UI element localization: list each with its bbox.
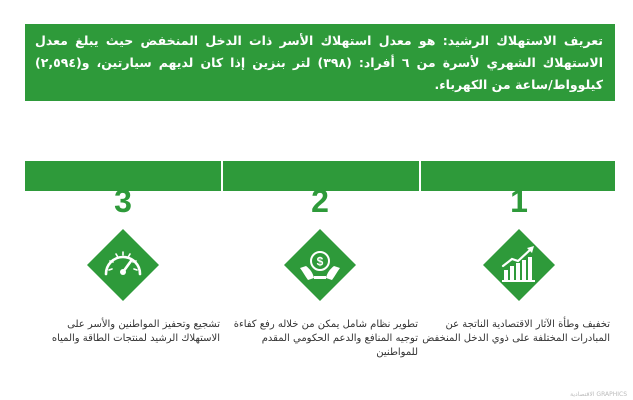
band-divider bbox=[221, 161, 223, 191]
step-3-badge bbox=[86, 228, 160, 302]
money-support-icon bbox=[283, 228, 357, 302]
speedometer-icon bbox=[86, 228, 160, 302]
bar-chart-growth-icon bbox=[482, 228, 556, 302]
step-number-2: 2 bbox=[311, 183, 329, 219]
svg-text:$: $ bbox=[316, 254, 324, 269]
step-1-text: تخفيف وطأة الآثار الاقتصادية الناتجة عن المبادرات المختلفة على ذوي الدخل المنخفض bbox=[422, 319, 610, 344]
step-1-badge bbox=[482, 228, 556, 302]
step-number-1: 1 bbox=[510, 183, 528, 219]
step-2-badge bbox=[283, 228, 357, 302]
band-divider bbox=[419, 161, 421, 191]
step-2-text: تطوير نظام شامل يمكن من خلاله رفع كفاءة توجيه المنافع والدعم الحكومي المقدم للمواطنين bbox=[233, 319, 418, 358]
definition-text: تعريف الاستهلاك الرشيد: هو معدل استهلاك الأسر ذات الدخل المنخفض حيث يبلغ معدل الاستهلاك الشهري لأسرة من ٦ أفراد: (٣٩٨) لتر بنزين إذا كان لديهم سيارتين، و(٢,٥٩٤) كيلوواط/ساعة من الكهرباء. bbox=[35, 33, 603, 92]
step-number-3: 3 bbox=[114, 183, 132, 219]
graphics-credit: الاقتصادية GRAPHICS bbox=[570, 391, 627, 398]
step-3-text: تشجيع وتحفيز المواطنين والأسر على الاستهلاك الرشيد لمنتجات الطاقة والمياه bbox=[51, 319, 220, 344]
definition-banner bbox=[25, 24, 615, 101]
